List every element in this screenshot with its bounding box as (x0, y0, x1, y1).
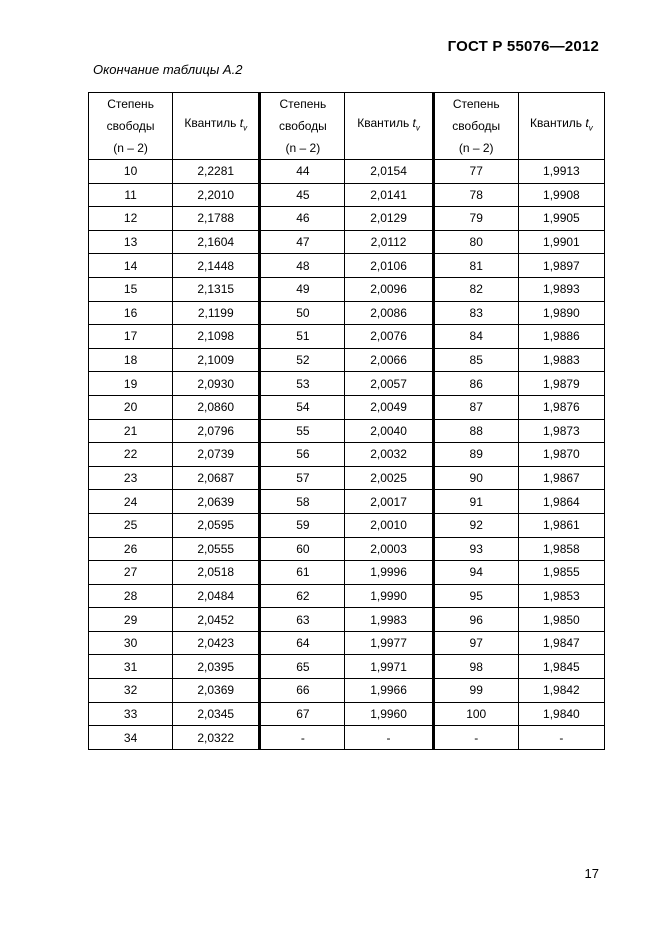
table-cell: 34 (89, 726, 173, 750)
table-row (89, 608, 605, 632)
table-row (89, 584, 605, 608)
table-cell: 66 (260, 679, 345, 703)
table-cell: 2,0639 (173, 490, 260, 514)
header-quantile-col: Квантиль $t_v$ (518, 93, 604, 160)
table-cell: 30 (89, 631, 173, 655)
table-cell: 31 (89, 655, 173, 679)
table-cell: 2,0930 (173, 372, 260, 396)
table-cell: 1,9861 (518, 513, 604, 537)
table-cell: 1,9901 (518, 230, 604, 254)
table-cell: 2,0017 (345, 490, 433, 514)
table-cell: 2,0687 (173, 466, 260, 490)
table-cell: 98 (433, 655, 518, 679)
table-cell: 2,0066 (345, 348, 433, 372)
table-cell: 2,0057 (345, 372, 433, 396)
table-cell: 2,0040 (345, 419, 433, 443)
table-cell: 33 (89, 702, 173, 726)
table-cell: 2,1448 (173, 254, 260, 278)
document-id: ГОСТ Р 55076—2012 (447, 38, 599, 55)
table-cell: - (345, 726, 433, 750)
table-cell: 13 (89, 230, 173, 254)
table-cell: 45 (260, 183, 345, 207)
table-cell: 2,1315 (173, 277, 260, 301)
table-cell: 2,0049 (345, 395, 433, 419)
table-row (89, 372, 605, 396)
table-cell: 27 (89, 561, 173, 585)
table-cell: 90 (433, 466, 518, 490)
table-cell: 85 (433, 348, 518, 372)
table-cell: 1,9913 (518, 160, 604, 184)
table-cell: 20 (89, 395, 173, 419)
table-cell: 1,9990 (345, 584, 433, 608)
table-cell: 2,1009 (173, 348, 260, 372)
table-row (89, 419, 605, 443)
table-cell: 21 (89, 419, 173, 443)
table-cell: 2,1604 (173, 230, 260, 254)
table-cell: 2,0106 (345, 254, 433, 278)
table-cell: 11 (89, 183, 173, 207)
table-cell: 1,9977 (345, 631, 433, 655)
table-row (89, 348, 605, 372)
table-row (89, 561, 605, 585)
table-cell: 46 (260, 207, 345, 231)
table-cell: 2,0796 (173, 419, 260, 443)
table-cell: 1,9867 (518, 466, 604, 490)
table-cell: 1,9908 (518, 183, 604, 207)
table-row (89, 325, 605, 349)
table-cell: 80 (433, 230, 518, 254)
table-cell: 2,0369 (173, 679, 260, 703)
table-cell: 54 (260, 395, 345, 419)
table-row (89, 395, 605, 419)
table-cell: 59 (260, 513, 345, 537)
table-cell: 17 (89, 325, 173, 349)
table-cell: 1,9845 (518, 655, 604, 679)
table-cell: 2,0739 (173, 443, 260, 467)
header-degrees-col: Степень свободы (n – 2) (433, 93, 518, 160)
table-caption: Окончание таблицы А.2 (93, 62, 243, 77)
table-cell: 2,0010 (345, 513, 433, 537)
header-quantile-col: Квантиль $t_v$ (173, 93, 260, 160)
table-cell: 2,0154 (345, 160, 433, 184)
table-cell: 57 (260, 466, 345, 490)
table-cell: 26 (89, 537, 173, 561)
table-cell: 29 (89, 608, 173, 632)
table-cell: 28 (89, 584, 173, 608)
table-cell: 2,0452 (173, 608, 260, 632)
table-cell: 2,0076 (345, 325, 433, 349)
table-row (89, 513, 605, 537)
table-cell: 52 (260, 348, 345, 372)
table-cell: 79 (433, 207, 518, 231)
table-cell: 1,9864 (518, 490, 604, 514)
table-cell: 2,0086 (345, 301, 433, 325)
table-cell: 2,0141 (345, 183, 433, 207)
table-cell: 23 (89, 466, 173, 490)
table-row (89, 490, 605, 514)
table-cell: 1,9879 (518, 372, 604, 396)
table-cell: - (518, 726, 604, 750)
table-cell: 1,9886 (518, 325, 604, 349)
table-row (89, 655, 605, 679)
table-cell: 82 (433, 277, 518, 301)
table-cell: 48 (260, 254, 345, 278)
table-cell: 2,1788 (173, 207, 260, 231)
table-cell: 2,0423 (173, 631, 260, 655)
table-row (89, 702, 605, 726)
table-cell: - (433, 726, 518, 750)
table-cell: 47 (260, 230, 345, 254)
header-quantile-col: Квантиль $t_v$ (345, 93, 433, 160)
table-cell: 1,9983 (345, 608, 433, 632)
table-cell: 62 (260, 584, 345, 608)
table-cell: 99 (433, 679, 518, 703)
table-cell: 1,9876 (518, 395, 604, 419)
table-row (89, 207, 605, 231)
table-cell: 88 (433, 419, 518, 443)
table-row (89, 466, 605, 490)
table-cell: 44 (260, 160, 345, 184)
table-cell: 2,0345 (173, 702, 260, 726)
table-cell: 60 (260, 537, 345, 561)
table-cell: 2,2281 (173, 160, 260, 184)
table-cell: 1,9890 (518, 301, 604, 325)
table-row (89, 631, 605, 655)
table-cell: 87 (433, 395, 518, 419)
table-cell: 53 (260, 372, 345, 396)
table-row (89, 277, 605, 301)
table-cell: 2,0129 (345, 207, 433, 231)
table-cell: 12 (89, 207, 173, 231)
table-cell: 49 (260, 277, 345, 301)
table-cell: 16 (89, 301, 173, 325)
table-row (89, 160, 605, 184)
table-cell: 1,9853 (518, 584, 604, 608)
table-cell: 96 (433, 608, 518, 632)
table-cell: 2,0096 (345, 277, 433, 301)
table-cell: 1,9850 (518, 608, 604, 632)
table-cell: 77 (433, 160, 518, 184)
table-cell: 1,9870 (518, 443, 604, 467)
table-cell: 51 (260, 325, 345, 349)
table-cell: 25 (89, 513, 173, 537)
table-cell: 58 (260, 490, 345, 514)
table-cell: 86 (433, 372, 518, 396)
table-cell: 24 (89, 490, 173, 514)
table-cell: 63 (260, 608, 345, 632)
table-cell: 1,9996 (345, 561, 433, 585)
header-degrees-col: Степень свободы (n – 2) (260, 93, 345, 160)
table-row (89, 301, 605, 325)
table-cell: 93 (433, 537, 518, 561)
table-cell: 95 (433, 584, 518, 608)
table-cell: 2,0518 (173, 561, 260, 585)
table-cell: 1,9893 (518, 277, 604, 301)
table-cell: 14 (89, 254, 173, 278)
table-cell: 1,9971 (345, 655, 433, 679)
table-cell: 2,2010 (173, 183, 260, 207)
table-cell: 15 (89, 277, 173, 301)
table-cell: 1,9847 (518, 631, 604, 655)
table-cell: 2,0860 (173, 395, 260, 419)
table-cell: 50 (260, 301, 345, 325)
table-cell: 2,0032 (345, 443, 433, 467)
table-row (89, 726, 605, 750)
table-cell: 19 (89, 372, 173, 396)
table-cell: 84 (433, 325, 518, 349)
table-cell: 18 (89, 348, 173, 372)
table-cell: 2,0484 (173, 584, 260, 608)
table-cell: 1,9905 (518, 207, 604, 231)
table-cell: 91 (433, 490, 518, 514)
table-cell: 83 (433, 301, 518, 325)
table-cell: 81 (433, 254, 518, 278)
table-row (89, 183, 605, 207)
table-cell: 64 (260, 631, 345, 655)
table-cell: 65 (260, 655, 345, 679)
table-cell: 78 (433, 183, 518, 207)
table-cell: 2,0395 (173, 655, 260, 679)
table-cell: 1,9960 (345, 702, 433, 726)
table-row (89, 254, 605, 278)
table-cell: 1,9858 (518, 537, 604, 561)
table-cell: 1,9842 (518, 679, 604, 703)
table-cell: 1,9873 (518, 419, 604, 443)
table-row (89, 443, 605, 467)
table-cell: 2,0322 (173, 726, 260, 750)
table-cell: 56 (260, 443, 345, 467)
table-cell: 10 (89, 160, 173, 184)
table-cell: 2,0025 (345, 466, 433, 490)
table-row (89, 679, 605, 703)
table-cell: 92 (433, 513, 518, 537)
table-cell: 2,1199 (173, 301, 260, 325)
table-cell: 100 (433, 702, 518, 726)
table-cell: 22 (89, 443, 173, 467)
table-cell: 1,9840 (518, 702, 604, 726)
table-cell: 2,0112 (345, 230, 433, 254)
table-cell: 55 (260, 419, 345, 443)
table-cell: 1,9897 (518, 254, 604, 278)
table-cell: 61 (260, 561, 345, 585)
header-degrees-col: Степень свободы (n – 2) (89, 93, 173, 160)
table-cell: 2,1098 (173, 325, 260, 349)
quantile-table (88, 92, 605, 750)
table-cell: 94 (433, 561, 518, 585)
page-number: 17 (584, 866, 599, 881)
table-cell: 89 (433, 443, 518, 467)
table-cell: 1,9966 (345, 679, 433, 703)
table-cell: 67 (260, 702, 345, 726)
table-row (89, 537, 605, 561)
table-cell: 2,0595 (173, 513, 260, 537)
table-row (89, 230, 605, 254)
table-cell: 32 (89, 679, 173, 703)
table-cell: - (260, 726, 345, 750)
table-cell: 1,9883 (518, 348, 604, 372)
table-header-row (89, 93, 605, 160)
table-cell: 2,0555 (173, 537, 260, 561)
table-cell: 97 (433, 631, 518, 655)
table-cell: 1,9855 (518, 561, 604, 585)
table-cell: 2,0003 (345, 537, 433, 561)
